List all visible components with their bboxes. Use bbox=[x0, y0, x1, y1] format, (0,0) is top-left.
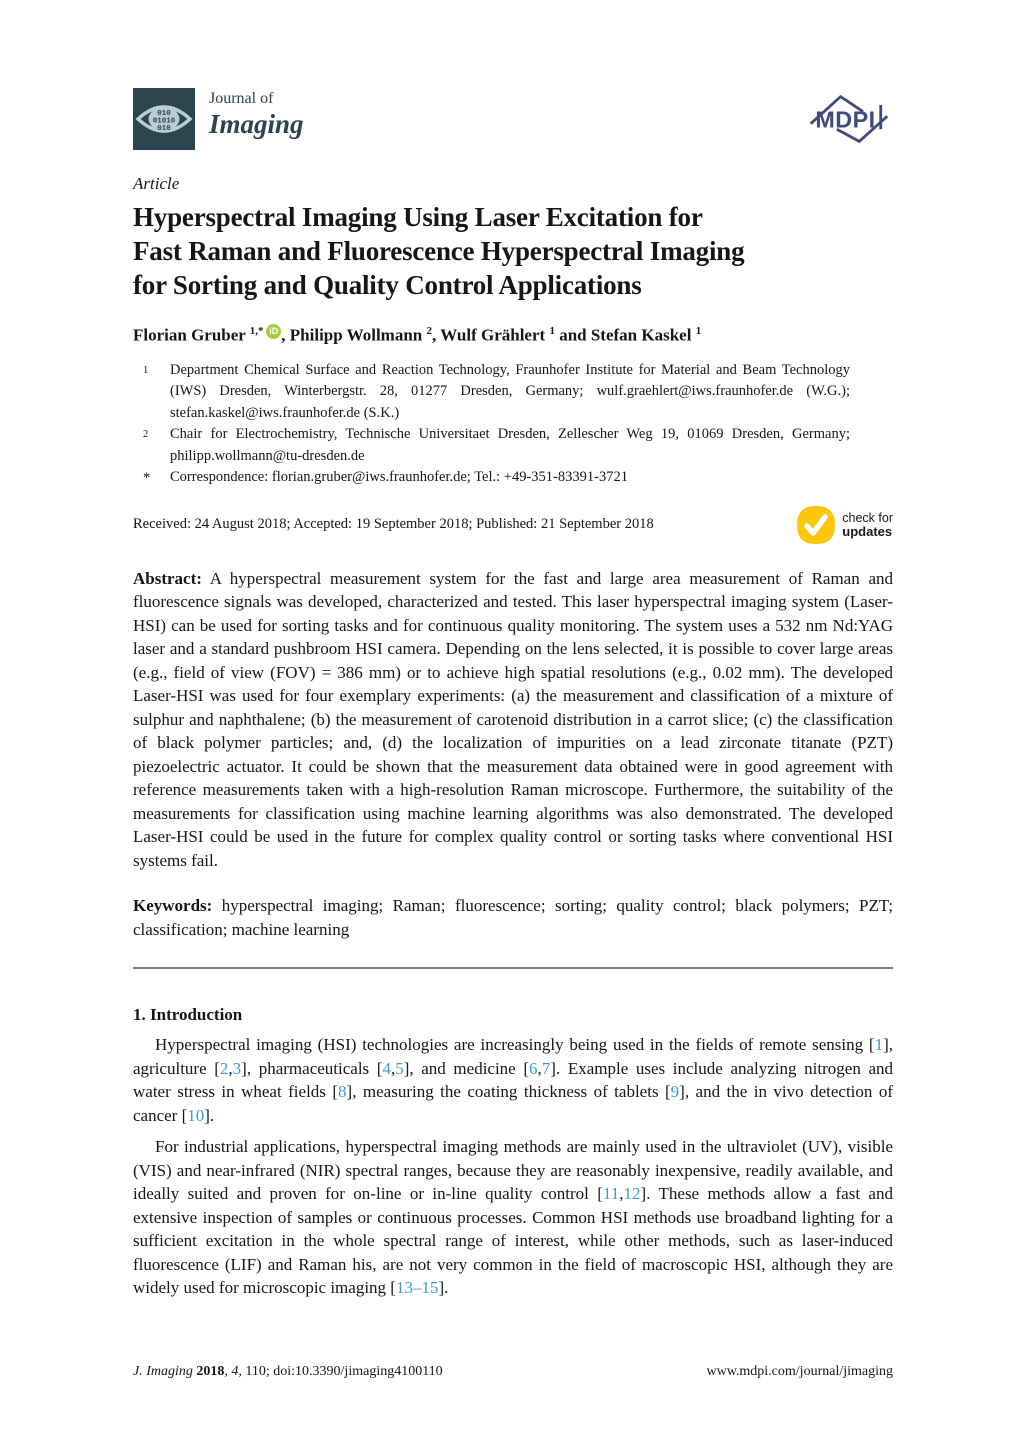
affiliation-text-2: Chair for Electrochemistry, Technische Universitaet Dresden, Zellescher Weg 19, 01069 Dresden, Germany; philipp.wollmann@tu-dresden.de bbox=[170, 426, 850, 464]
citation-link[interactable]: 13–15 bbox=[395, 1278, 439, 1298]
affiliation-marker-correspondence: * bbox=[143, 470, 151, 487]
affiliation-text-correspondence: Correspondence: florian.gruber@iws.fraunhofer.de; Tel.: +49-351-83391-3721 bbox=[170, 469, 628, 486]
orcid-icon[interactable]: iD bbox=[266, 324, 281, 339]
article-type-label: Article bbox=[133, 174, 180, 193]
section-divider bbox=[133, 967, 893, 969]
author-affiliation-superscript: 1 bbox=[695, 325, 702, 337]
dates-row bbox=[133, 505, 893, 545]
affiliation-item-1 bbox=[133, 360, 850, 425]
footer-citation: J. Imaging 2018, 4, 110; doi:10.3390/jimaging4100110 bbox=[133, 1364, 443, 1379]
check-label-line1: check for bbox=[842, 510, 893, 525]
affiliation-item-correspondence bbox=[133, 467, 850, 489]
paper-title-line2: Fast Raman and Fluorescence Hyperspectral Imaging bbox=[133, 236, 745, 266]
citation-link[interactable]: 3 bbox=[232, 1058, 242, 1078]
journal-of-imaging-logo-icon bbox=[133, 88, 195, 150]
affiliation-marker-1: 1 bbox=[143, 364, 149, 376]
keywords-paragraph bbox=[133, 894, 893, 941]
page-header bbox=[133, 88, 893, 150]
abstract-label: Abstract: bbox=[133, 568, 202, 588]
citation-link[interactable]: 12 bbox=[623, 1184, 641, 1204]
citation-link[interactable]: 1 bbox=[874, 1035, 884, 1055]
citation-link[interactable]: 5 bbox=[395, 1058, 404, 1078]
footer-journal-url[interactable]: www.mdpi.com/journal/jimaging bbox=[706, 1364, 893, 1379]
citation-link[interactable]: 10 bbox=[187, 1105, 205, 1125]
affiliation-item-2 bbox=[133, 424, 850, 467]
author-affiliation-superscript: 1 bbox=[549, 325, 555, 337]
mdpi-logo-text: MDPI bbox=[815, 106, 876, 133]
author-affiliation-superscript: * bbox=[258, 325, 267, 337]
check-for-updates-badge[interactable] bbox=[796, 505, 893, 545]
affiliation-text-1: Department Chemical Surface and Reaction Technology, Fraunhofer Institute for Material and Beam Technology (IWS) Dresden, Winterbergstr. 28, 01277 Dresden, Germany; wulf.graehlert@iws.fraunhofer.de (W.G.); stefan.kaskel@iws.fraunhofer.de (S.K.) bbox=[170, 361, 850, 421]
article-page bbox=[133, 0, 893, 1442]
logo-binary-row2: 01010 bbox=[152, 117, 176, 126]
mdpi-logo bbox=[807, 88, 891, 150]
page-footer bbox=[133, 1364, 893, 1380]
author-affiliation-superscript: 2 bbox=[426, 325, 432, 337]
keywords-label: Keywords: bbox=[133, 896, 213, 916]
logo-binary-row3: 010 bbox=[157, 125, 171, 133]
citation-link[interactable]: 4 bbox=[382, 1058, 391, 1078]
check-for-updates-label bbox=[842, 511, 893, 539]
abstract-paragraph bbox=[133, 567, 893, 873]
journal-brand bbox=[133, 88, 304, 150]
citation-link[interactable]: 7 bbox=[541, 1058, 551, 1078]
paper-title-line1: Hyperspectral Imaging Using Laser Excitation for bbox=[133, 202, 703, 232]
abstract-text: A hyperspectral measurement system for the fast and large area measurement of Raman and fluorescence signals was developed, characterized and tested. This laser hyperspectral imaging system (Laser-HSI) can be used for sorting tasks and for continuous quality monitoring. The system uses a 532 nm Nd:YAG laser and a standard pushbroom HSI camera. Depending on the lens selected, it is possible to cover large areas (e.g., field of view (FOV) = 386 mm) or to achieve high spatial resolutions (e.g., 0.02 mm). The developed Laser-HSI was used for four exemplary experiments: (a) the measurement and classification of a mixture of sulphur and naphthalene; (b) the measurement of carotenoid distribution in a carrot slice; (c) the classification of black polymer particles; and, (d) the localization of impurities on a lead zirconate titanate (PZT) piezoelectric actuator. It could be shown that the measurement data obtained were in good agreement with reference measurements taken with a high-resolution Raman microscope. Furthermore, the suitability of the measurements for classification using machine learning algorithms was also demonstrated. The developed Laser-HSI could be used in the future for complex quality control or sorting tasks where conventional HSI systems fail. bbox=[133, 568, 893, 870]
journal-name-line2: Imaging bbox=[209, 109, 304, 139]
citation-link[interactable]: 2 bbox=[219, 1058, 229, 1078]
journal-name-line1: Journal of bbox=[209, 90, 274, 107]
intro-paragraph-2: For industrial applications, hyperspectral imaging methods are mainly used in the ultraviolet (UV), visible (VIS) and near-infrared (NIR) spectral ranges, because they are reasonably inexpensive, readily available, and ideally suited and proven for on-line or in-line quality control [11,12]. These methods allow a fast and extensive inspection of samples or continuous processes. Common HSI methods use broadband lighting for a sufficient excitation in the whole spectral range of interest, while other methods, such as laser-induced fluorescence (LIF) and Raman his, are not very common in the field of macroscopic HSI, although they are widely used for microscopic imaging [13–15]. bbox=[133, 1137, 893, 1298]
logo-binary-row1: 010 bbox=[157, 110, 171, 118]
keywords-text: hyperspectral imaging; Raman; fluorescence; sorting; quality control; black polymers; PZT; classification; machine learning bbox=[133, 896, 893, 939]
affiliation-marker-2: 2 bbox=[143, 429, 149, 441]
paper-title-line3: for Sorting and Quality Control Applications bbox=[133, 270, 642, 300]
citation-link[interactable]: 8 bbox=[338, 1082, 347, 1102]
affiliations-list bbox=[133, 360, 893, 489]
authors-line: Florian Gruber $^{1,*}$ iD , Philipp Wollmann $^2$, Wulf Grählert $^1$ and Stefan Kaskel $^1$ bbox=[133, 325, 702, 345]
check-label-line2: updates bbox=[842, 523, 893, 539]
author-affiliation-superscript: 1, bbox=[249, 325, 259, 337]
citation-link[interactable]: 9 bbox=[670, 1082, 680, 1102]
intro-paragraph-1: Hyperspectral imaging (HSI) technologies are increasingly being used in the fields of remote sensing [1], agriculture [2,3], pharmaceuticals [4,5], and medicine [6,7]. Example uses include analyzing nitrogen and water stress in wheat fields [8], measuring the coating thickness of tablets [9], and the in vivo detection of cancer [10]. bbox=[133, 1035, 894, 1125]
check-for-updates-icon bbox=[796, 505, 836, 545]
journal-name bbox=[209, 90, 304, 138]
citation-link[interactable]: 6 bbox=[529, 1058, 538, 1078]
introduction-heading: 1. Introduction bbox=[133, 1005, 243, 1025]
paper-title bbox=[133, 200, 893, 302]
dates-line: Received: 24 August 2018; Accepted: 19 September 2018; Published: 21 September 2018 bbox=[133, 516, 654, 533]
citation-link[interactable]: 11 bbox=[602, 1184, 620, 1204]
